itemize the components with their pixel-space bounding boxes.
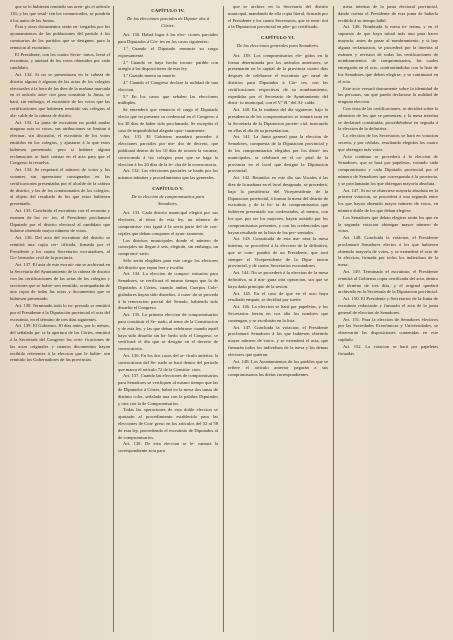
chapter-subtitle: De los elecciones parciales de Diputa- dos á Córtes. [126,15,210,28]
article-paragraph: Art. 130. Habrá lugar á las elec- ciones parciales para Diputados á Cór- tes en los casos siguientes: [118,32,218,45]
text-column-1 [10,4,110,634]
article-paragraph: Art. 148. Los Ayuntamientos de los pueblos que se refiere el artículo anterior pagarán a sus compromisarios las dietas correspondientes. [228,358,328,378]
article-paragraph: Art. 135. Concluido el escrutinio con el recuento y examen de los vo- tos, el Presidente proclamará Diputado por el distrito electoral al candidato que hubiese obtenido mayor número de votos. [10,207,110,234]
article-paragraph: Art. 142. Reunidos en este día sus Vocales á las diez de la mañana en el local designado, se procederá, bajo la presidencia del Vicepresidente de la Diputacion provincial, á formar la mesa del distrito de escrutinio y de la lis- ta de compromisarios que hubieren presentado sus credenciales, al menos, con los que, por ser los mayores, hayan asistido por los compromisarios presentes, y con las credenciales que hayan resultado en la lista de los pre- sentados. [228,175,328,235]
text-column-4 [338,4,438,634]
article-paragraph: mesa interina de la junta electoral provincial, dando cuenta el Presidente de esta junta de haberla recibido á su tiempo hábil. [338,4,438,23]
article-paragraph: Acto continuo se procederá á la eleccion de Senadores, que se hará por papeletas, votando cada compromisario y cada Diputado provincial por el número de Senadores que corresponda á la provincia, y se proclamarán los que obtengan mayoría absoluta. [338,153,438,186]
article-paragraph: Art. 143. Constituida de esta ma- nera la mesa interina, se procederá á la eleccion de la definitiva, que se com- pondrá de un Presidente, que será siempre el Vicepresidente de la Dipu- tacion provincial, y de cuatro Secretarios escrutadores. [228,236,328,269]
article-paragraph: Art. 139. Los compromisarios ele- gidos en la forma determinada por los artículos anteriores, se presentarán en la capital de la provincia cuatro días después de celebrarse el escrutinio ge- neral de distritos para Diputados á Cór- tes, con las certificaciones respectivas de su nombramiento, expedidas por el Secretario de Ayuntamiento del distri- to municipal, con el V.º B.º del Al- calde. [228,52,328,106]
article-paragraph: Art. 137. El acta de este escruti- nio se archivará en la Secretaría del Ayuntamiento de la cabeza de distrito con las certificaciones de las actas de los colegios y secciones que se hubie- sen remitido, acompañadas de una copia de todas las actas y documentos que se hubiesen presentado. [10,262,110,302]
article-paragraph: Art. 132. Las elecciones parciales se harán por los mismos trámites y procedimientos que las generales. [118,168,218,181]
article-paragraph: Art. 152. La votacion se hará por papeletas firmadas. [338,343,438,356]
chapter-heading: CAPÍTULO V. [152,185,184,191]
article-paragraph: 5.º En los casos que señalen las elecciones múltiples. [118,93,218,106]
article-paragraph: Art. 150. El Presidente y Secretarios de la Junta de escrutinio redactarán y firmarán el acta de la junta general de eleccion de Senadores. [338,296,438,315]
column-rule [113,6,114,632]
article-paragraph: Sólo serán elegibles para este cargo los electores del distrito que sepan leer y escribir. [118,257,218,270]
article-paragraph: El Presidente, con los cuatro Secre- tarios, leerá el escrutinio, y anotará de los votos obtenidos por cada candidato. [10,51,110,71]
article-paragraph: Art. 148. Concluida la votacion, el Presidente proclamará Senadores electos á los que hubiesen obtenido mayoría de votos, y se extenderá el acta de la eleccion, firmada por todos los individuos de la mesa. [338,235,438,268]
article-paragraph: Art. 132. Si no se presentasen en la cabeza de distrito alguna ó algunas de las actas de los colegios electorales á la hora de las diez de la mañana marcada en el artículo ante- rior para constituir la Junta, se hará, sin embargo, el escrutinio de los votos que las certificaciones que hubiesen remitido sus colegios al ala- calde de la cabeza de distrito. [10,71,110,118]
article-paragraph: Todas las operaciones de esta doble eleccion se ajustarán al procedimiento establecido para las elecciones de Con- greso en los artículos del 52 al 58 de esta ley, procediendo el escrutinio de Diputados al de compromisarios. [118,407,218,440]
article-paragraph: Con vista de las certificaciones, se decidirá sobre la admision de los que se presenten, y la mesa interina se declarará constituida, procediéndose en seguida á la eleccion de la definitiva. [338,105,438,132]
article-paragraph: Art. 131. El Gobierno mandará proceder á elecciones parciales por me- dio de decreto, que publicará dentro de los 10 días de ocurrir la vacante, convocando á los colegios para que se haga la eleccion á los 20 días de la fe- cha de la convocatoria. [118,134,218,167]
chapter-heading: CAPÍTULO IV. [151,8,185,13]
column-rule [223,6,224,632]
article-paragraph: Art. 135. La primera eleccion de compromisarios para constituir el Se- nado, al tenor de la Constitucion y de esta ley, y las que deban celebrarse cuando aquél haya sido disuelto sin ha- berlo sido el Congreso, se verificará el día que se designe en el decreto de convocatoria. [118,312,218,352]
article-paragraph: que se archive en la Secretaría del distrito municipal, mandando de ella copia literal, firmada por el Presidente y los cuatro Secretarios, que se remi- tirá á la Diputacion provincial en plie- go certificado. [228,4,328,30]
text-column-2 [118,4,218,634]
article-paragraph: 2.º Cuando se haya hecho incom- patible con arreglo á las disposiciones de esta ley. [118,59,218,72]
article-paragraph: 3.º Cuando muera su muerte. [123,73,177,79]
article-paragraph: Art. 151. Para la eleccion de Senadores electivos por las Sociedades Económicas y Universidades, se observarán las disposiciones contenidas en este capítulo. [338,316,438,343]
article-paragraph: Art. 133. La junta de escrutinio no podrá anular ninguna acta ni votos, sus atribuciones se limitan á efectuar, sin discusión, el escrutinio de los votos emitidos en los colegios, y ajustarse á lo que estos hubiesen presentado; pero si hubiere alguna reclamacion se hará constar en el acta para que el Congreso la resuelva. [10,119,110,166]
article-paragraph: Art. 137. Cuando las elecciones de compromisarios para Senadores se verifiquen al mismo tiempo que las de Diputados á Córtes, habrá en la mesa dos urnas de distinto color, señalada una con la palabra Diputados y otra con la de Compromisarios. [118,373,218,406]
chapter-subtitle: De la eleccion de compromisarios para Senadores. [131,193,205,206]
article-paragraph: La eleccion de los Secretarios se hará en votacion secreta, y por cédulas, resultando elegidos los cuatro que obtengan más votos. [338,133,438,152]
article-paragraph: Art. 136. Del acta del escrutinio del distrito se remitirá una copia cer- tificada, firmada por el Presidente y los cuatro Secretarios escrutadores, al Go- bernador civil de la provincia. [10,235,110,261]
article-paragraph: Art. 145. En el caso de que en el acto haya resultado empate, se decidirá por suerte. [228,290,328,303]
article-paragraph: Art. 134. La eleccion de compro- misarios para Senadores, se verificará el mismo tiempo que la de Diputados á Córtes, cuando ambas Cuerpos Cole- gisladores hayan sido disueltos, ó cuan- do se proceda á la renovacion parcial del Senado, habiendo sido disuelto el Congreso. [118,271,218,311]
article-paragraph: Art. 147. Si no se obtuviese mayoría absoluta en la primera votacion, se procederá á una segunda entre los que hayan obtenido mayor número de votos, en número doble de los que deban elegirse. [338,187,438,213]
article-paragraph: Art. 146. Nombrada la mesa in- terina, y en el supuesto de que haya mitad más uno para hacer mayoría, antes de pasar al nombramiento, y si hay alguna reclamacion, se procederá por la interina al exámen y revision de todas las certificaciones de nombramientos de compromisarios, las cuales entregarán en el acto, confrontándolas con la lista de los Senadores que deben elegirse, y se continuará en el acto. [338,24,438,84]
article-paragraph: Art. 139. El Gobierno, 30 días antes, por lo ménos, del señalado pa- ra la apertura de las Córtes, remitirá á la Secretaría del Congreso las certi- ficaciones de las actas originales y cuantos documentos hayan recibido referentes á la eleccion que le hubie- sen remitido los Gobernadores de las provincias. [10,323,110,363]
chapter-heading: CAPÍTULO VI. [261,35,295,41]
article-paragraph: Se entenderá que renuncia el cargo el Diputado electo que no presente su credencial en el Congreso á los 30 días de haber sido proclamado. Se exceptúa el caso de imposibilidad alegada opor- tunamente. [118,107,218,133]
chapter-subtitle: De las elecciones generales para Senadores. [236,42,320,48]
article-paragraph: Art. 149. Terminado el escrutinio, el Presidente remitirá al Gobierno copia certificada del acta, dentro del término de tres días, y el original quedará archivado en la Secretaría de la Diputacion provincial. [338,269,438,295]
article-paragraph: Los Senadores que deban elegirse serán los que en la segunda votacion obtengan mayor número de votos. [338,214,438,234]
column-rule [333,6,334,632]
article-paragraph: Art. 147. Concluida la votacion, el Presidente proclamará Senadores á los que hubiesen obtenido mayor número de votos, y se extenderá el acta, que firmarán todos los individuos de la mesa y los demas electores que quieran. [228,324,328,357]
article-paragraph: Este acto versará únicamente sobre la identidad de las personas, sin que pueda declararse la nulidad de ninguna eleccion. [338,85,438,105]
article-paragraph: Art. 144. No se procederá á la eleccion de la mesa definitiva, ni á nin- guna otra operacion, sin que se haya dado principio de la sesion. [228,270,328,289]
article-paragraph: Art. 140. En la mañana del día siguiente, bajo la presidencia de los compromisarios se tomará nota en la Secretaría de la Diputacion provin- cial, marcando en ellas el día de su presentacion. [228,107,328,133]
article-paragraph: Art. 138. Terminado todo lo ex- presado se remitirá por el Presidente á la Diputación provincial el acta del escrutinio, en el término de tres días siguientes. [10,303,110,322]
article-paragraph: Art. 133. Cada distrito municipal elegirá por sus electores, al tenor de esta ley, un número de compromisa- rios igual á la sexta parte del de con- cejales que deban componer el ayun- tamiento. [118,210,218,236]
article-paragraph: que se lo hubiesen remitido sus aren- gis el artículo 116; y las que resul- ten los comunicados, se pondrán á los autos de las Juntas. [10,4,110,23]
article-paragraph: Los distritos municipales donde el número de concejales no llegue á seis, elegirán, sin embargo, un compromi- sario. [118,237,218,257]
article-paragraph: 4.º Cuando el Congreso declare la nulidad de una eleccion. [118,79,218,92]
article-paragraph: Art. 141. La Junta general para la eleccion de Senadores, compuesta de la Diputacion provincial y de los compromisarios elegidos por los distri- tos municipales, se celebrará en el ca- pital de la provincia en el local que designe la Diputacion provincial. [228,134,328,174]
article-paragraph: Art. 138. De esta eleccion se le- vantará la correspondiente acta para [118,441,218,454]
article-paragraph: Ésta y otras documentos serán en- tregados por los ayuntamientos de las poblaciones del partido á los comisarios de los partidos que se designen, para la remision al escrutinio. [10,24,110,50]
article-paragraph: Art. 146. La eleccion se hará por papeletas, y los Secretarios leerán en voz alta los nombres que contengan, y se escribirán en la lista. [228,304,328,323]
text-column-3 [228,4,328,634]
article-paragraph: Art. 134. Se respetará el número de votos y los votantes sin aprensione consignados en las certificaciones presentadas por el alcalde de la cabeza de distrito, y las de los comisionados de los colegios, al objeto del resultado de los que estos hubiesen presentado. [10,167,110,207]
article-paragraph: Art. 136. En los dos casos del ar- tículo anterior, la convocatoria del Se- nado se hará dentro del periodo que marca el artículo 72 de la Constitu- cion. [118,353,218,372]
article-paragraph: 1.º Cuando el Diputado renuncie su cargo expresamente. [118,45,218,58]
